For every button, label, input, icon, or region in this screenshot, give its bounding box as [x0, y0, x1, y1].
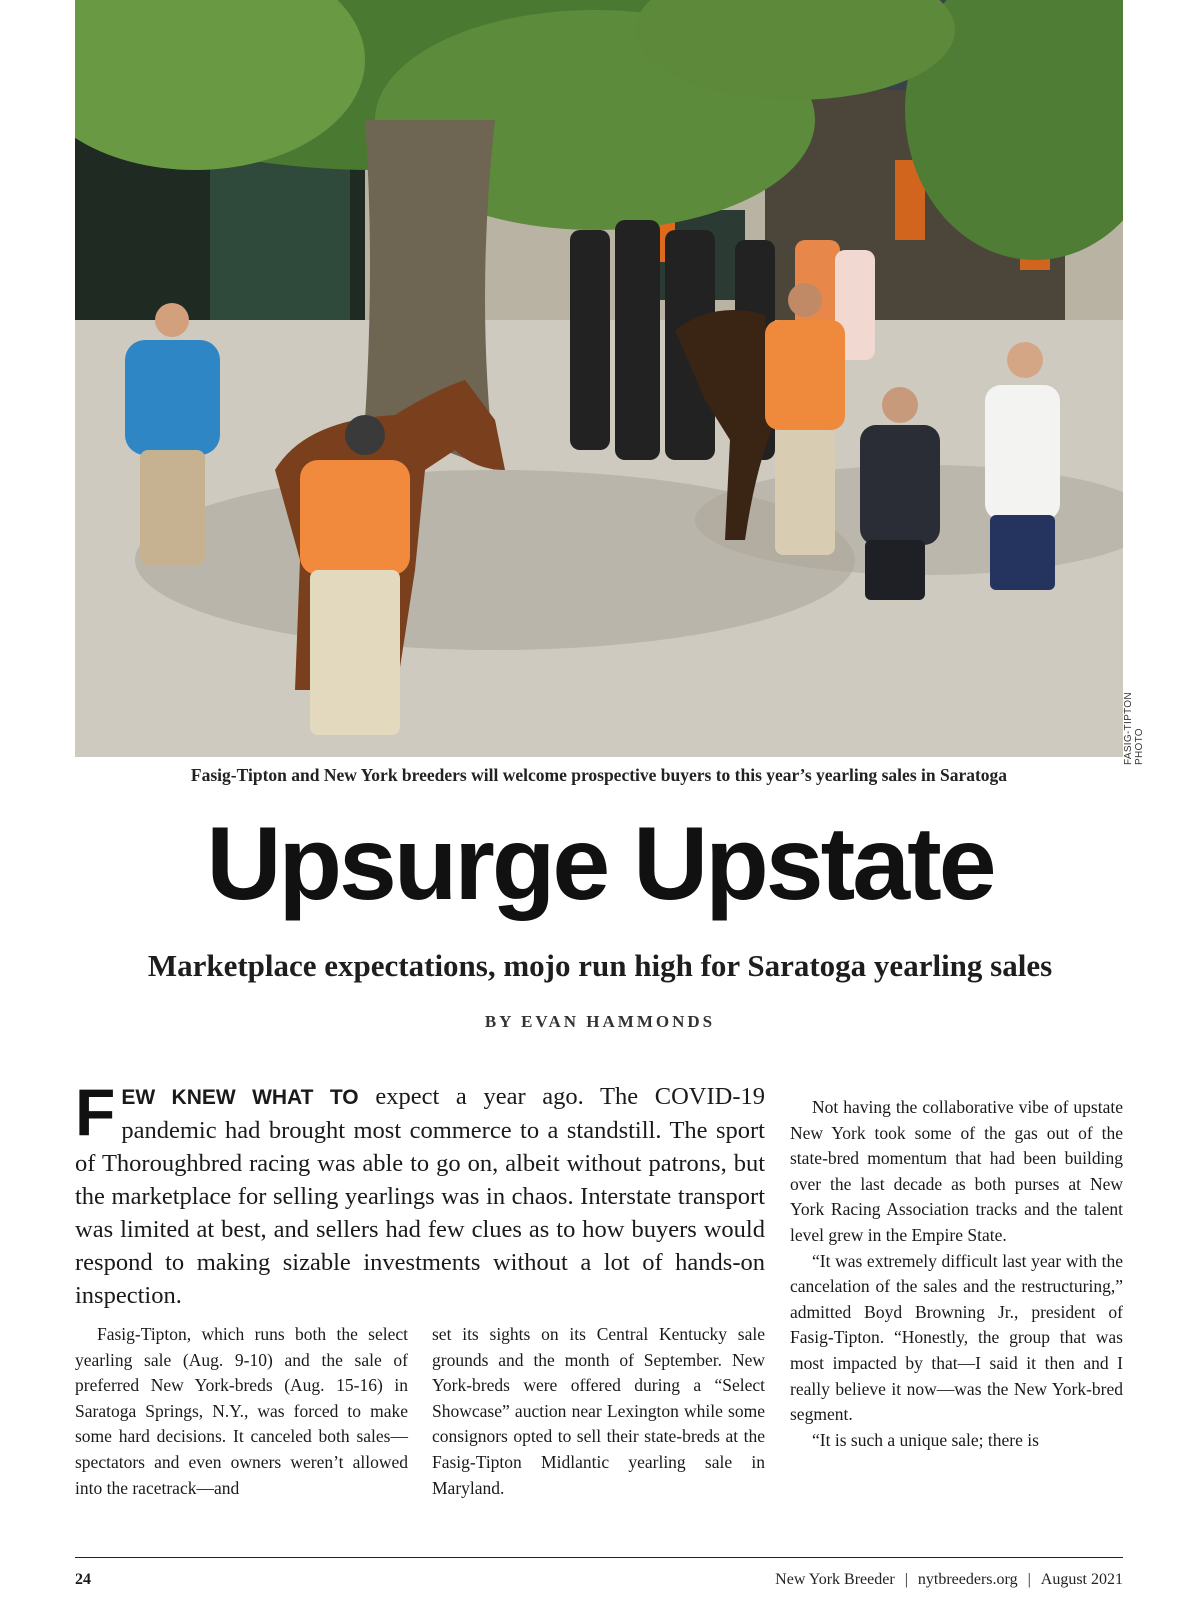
running-footer	[775, 1571, 1123, 1589]
publication-name: New York Breeder	[775, 1571, 895, 1588]
body-paragraph: Fasig-Tipton, which runs both the select yearling sale (Aug. 9-10) and the sale of preferred New York-breds (Aug. 15-16) in Saratoga Springs, N.Y., was forced to make some hard decisions. It canceled both sales—spectators and even owners weren’t allowed into the racetrack—and	[75, 1324, 408, 1498]
lede-text: expect a year ago. The COVID-19 pandemic had brought most commerce to a standstill. The sport of Thoroughbred racing was able to go on, albeit without patrons, but the marketplace for selling yearlings was in chaos. Interstate transport was limited at best, and sellers had few clues as to how buyers would respond to making sizable investments without a lot of hands-on inspection.	[75, 1083, 765, 1309]
drop-cap: F	[75, 1075, 116, 1149]
body-paragraph: “It was extremely difficult last year with the cancelation of the sales and the restructuring,” admitted Boyd Browning Jr., president of Fasig-Tipton. “Honestly, the group that was most impacted by that—I said it then and I really believe it now—was the New York-bred segment.	[790, 1250, 1123, 1425]
body-paragraph: “It is such a unique sale; there is	[812, 1429, 1039, 1450]
headline: Upsurge Upstate	[206, 806, 994, 922]
issue-date: August 2021	[1040, 1571, 1123, 1588]
horse-sale-photo-icon	[75, 0, 1123, 757]
lede-paragraph	[75, 1075, 765, 1312]
website: nytbreeders.org	[917, 1571, 1018, 1588]
body-column-2	[432, 1322, 765, 1501]
lead-photo	[75, 0, 1123, 757]
footer-separator: |	[1027, 1571, 1031, 1588]
photo-caption: Fasig-Tipton and New York breeders will welcome prospective buyers to this year’s yearling sales in Saratoga	[190, 765, 1008, 785]
body-paragraph: set its sights on its Central Kentucky sale grounds and the month of September. New York-breds were offered during a “Select Showcase” auction near Lexington while some consignors opted to sell their state-breds at the Fasig-Tipton Midlantic yearling sale in Maryland.	[432, 1324, 765, 1498]
subheadline: Marketplace expectations, mojo run high for Saratoga yearling sales	[147, 948, 1053, 983]
photo-credit: FASIG-TIPTON PHOTO	[1123, 692, 1145, 765]
byline: BY EVAN HAMMONDS	[484, 1012, 716, 1031]
lede-leadin: EW KNEW WHAT TO	[121, 1086, 359, 1109]
body-column-1	[75, 1322, 408, 1501]
footer-rule	[75, 1557, 1123, 1558]
page-number: 24	[75, 1571, 91, 1588]
body-column-3	[790, 1095, 1123, 1453]
body-paragraph: Not having the collaborative vibe of upstate New York took some of the gas out of the state-bred momentum that had been building over the last decade as both purses at New York Racing Association tracks and the talent level grew in the Empire State.	[790, 1097, 1123, 1245]
footer-separator: |	[904, 1571, 908, 1588]
